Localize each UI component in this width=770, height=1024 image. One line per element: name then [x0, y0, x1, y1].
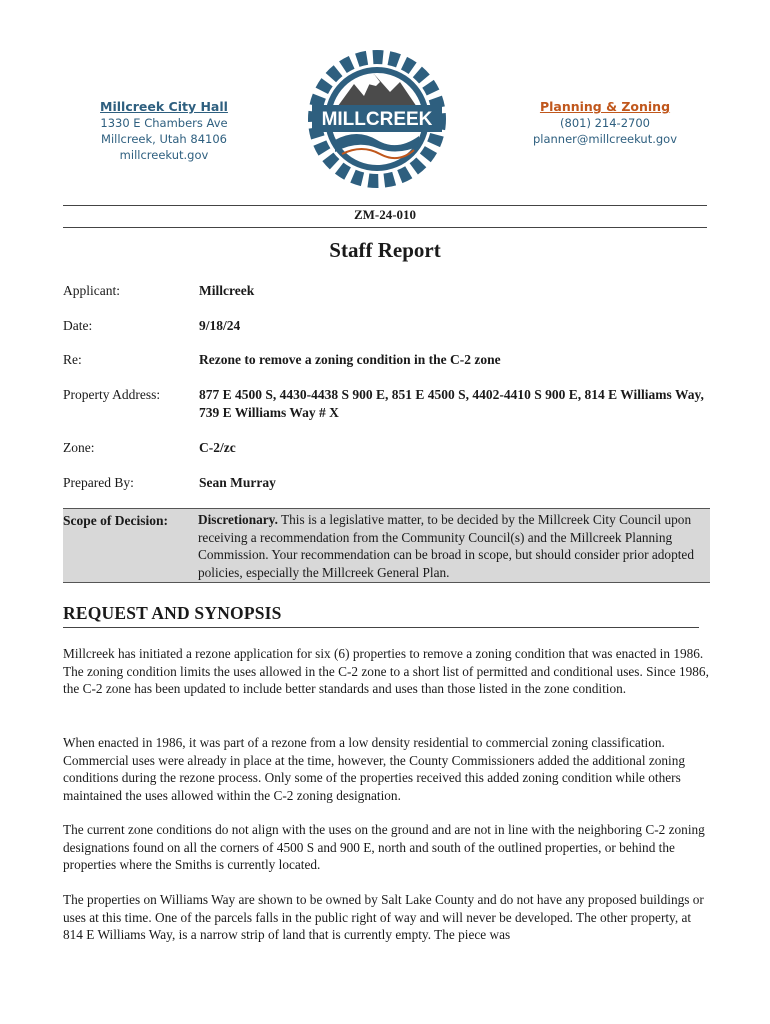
millcreek-logo	[302, 44, 452, 194]
paragraph: When enacted in 1986, it was part of a rezone from a low density residential to commercial zoning classification. Commercial uses were already in place at the time, however, the County Commissioners added the additional zoning conditions during the rezone process. Only some of the properties received this added zoning condition while others maintained the uses allowed within the C-2 zoning designation.	[63, 735, 686, 803]
city-hall-address-line2: Millcreek, Utah 84106	[101, 132, 227, 146]
city-hall-website: millcreekut.gov	[119, 148, 209, 162]
report-title: Staff Report	[329, 238, 441, 262]
city-hall-title: Millcreek City Hall	[100, 99, 228, 114]
scope-body: This is a legislative matter, to be decided by the Millcreek City Council upon receiving a recommendation from the Community Council(s) and the Millcreek Planning Commission. Your recommendation can be broad in scope, but should consider prior adopted policies, especially the Millcreek General Plan.	[198, 512, 694, 580]
scope-text	[198, 511, 704, 581]
info-label: Date:	[63, 318, 93, 333]
info-value: Millcreek	[199, 283, 255, 298]
city-hall-address-line1: 1330 E Chambers Ave	[100, 116, 228, 130]
paragraph: The current zone conditions do not align with the uses on the ground and are not in line with the neighboring C-2 zoning designations found on all the corners of 4500 S and 900 E, north and south of the outlined properties, or behind the properties where the Smiths is currently located.	[63, 822, 705, 873]
info-label: Zone:	[63, 440, 95, 455]
info-value: C-2/zc	[199, 440, 236, 455]
info-value: Rezone to remove a zoning condition in the C-2 zone	[199, 352, 501, 367]
info-value: 9/18/24	[199, 318, 241, 333]
info-label: Property Address:	[63, 387, 161, 402]
scope-label: Scope of Decision:	[63, 513, 168, 528]
scope-lead: Discretionary.	[198, 512, 278, 527]
planning-zoning-phone: (801) 214-2700	[560, 116, 650, 130]
info-label: Prepared By:	[63, 475, 134, 490]
paragraph: The properties on Williams Way are shown to be owned by Salt Lake County and do not have any proposed buildings or uses at this time. One of the parcels falls in the public right of way and will never be developed. The other property, at 814 E Williams Way, is a narrow strip of land that is currently empty. The piece was	[63, 892, 704, 943]
section-heading: REQUEST AND SYNOPSIS	[63, 603, 282, 623]
paragraph: Millcreek has initiated a rezone application for six (6) properties to remove a zoning condition that was enacted in 1986. The zoning condition limits the uses allowed in the C-2 zone to a short list of permitted and conditional uses. Since 1986, the C-2 zone has been updated to include better standards and uses than those listed in the zone condition.	[63, 646, 709, 697]
city-hall-contact	[84, 99, 244, 163]
divider-top	[63, 205, 707, 206]
info-value: 877 E 4500 S, 4430-4438 S 900 E, 851 E 4500 S, 4402-4410 S 900 E, 814 E Williams Way, 739 E Williams Way # X	[199, 387, 704, 420]
planning-zoning-title: Planning & Zoning	[539, 99, 671, 114]
divider-bottom	[63, 227, 707, 228]
scope-of-decision	[63, 508, 710, 583]
logo-wordmark: MILLCREEK	[321, 109, 433, 130]
case-number: ZM-24-010	[353, 207, 417, 222]
planning-zoning-email: planner@millcreekut.gov	[532, 132, 678, 146]
info-value: Sean Murray	[199, 475, 276, 490]
section-underline	[63, 627, 699, 628]
info-label: Applicant:	[63, 283, 120, 298]
info-label: Re:	[63, 352, 82, 367]
planning-zoning-contact	[520, 99, 690, 147]
